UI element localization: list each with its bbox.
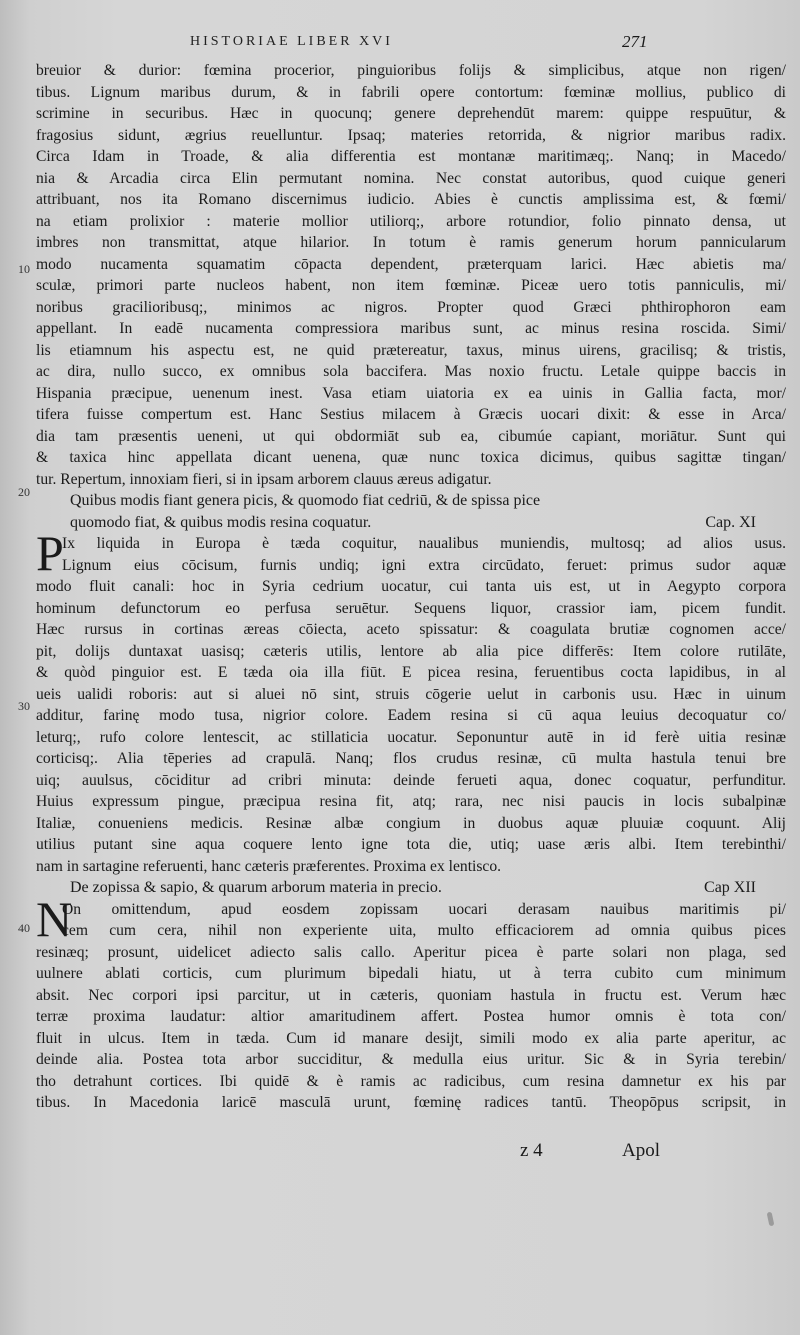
text-line: scrimine in securibus. Hæc in quocunq; genere deprehendūt marem: quippe respuūtur, & — [36, 105, 786, 122]
text-line: uulnere ablati corticis, cum plurimum bipedali hiatu, ut à terra cubito cum minimum — [36, 965, 786, 982]
text-line: tho detrahunt cortices. Ibi quidē & è ramis ac radicibus, cum resina damnetur ex his par — [36, 1072, 786, 1090]
margin-line-number: 20 — [18, 485, 30, 499]
text-line: tur. Repertum, innoxiam fieri, si in ipsam arborem clauus æreus adigatur. — [36, 470, 492, 488]
margin-line-number: 40 — [18, 921, 30, 935]
text-line: noribus gracilioribusq;, minimos ac nigros. Propter quod Græci phthirophoron eam — [36, 298, 786, 316]
text-line: terræ proxima laudatur: altior amaritudinem affert. Postea humor omnis è tota con/ — [36, 1008, 786, 1025]
text-line: ueis ualidi roboris: aut si aluei nō sint, struis cōgerie uelut in carbonis usu. Hæc in uinum — [36, 685, 786, 703]
text-line: Hæc rursus in cortinas æreas cōiecta, aceto spissatur: & coagulata brutiæ cognomen acce/ — [36, 621, 786, 638]
text-line: fragosius sidunt, ægrius reuelluntur. Ipsaq; materies retorrida, & nigrior maribus radix. — [36, 126, 786, 144]
text-line-content: On omittendum, apud eosdem zopissam uocari derasam nauibus maritimis pi/ — [62, 900, 786, 918]
text-line: modo nucamenta squamatim cōpacta dependent, præterquam larici. Hæc abietis ma/ — [36, 255, 786, 273]
text-line: tifera fuisse compertum est. Hanc Sestius milacem à Græcis uocari dixit: & esse in Arca/ — [36, 406, 786, 423]
text-line: pit, dolijs duntaxat uasisq; cæteris utilis, lentore ab alia pice differēs: Item colore rutilāte, — [36, 642, 786, 660]
text-line: Hispania præcipue, uenenum inest. Vasa etiam uiatoria ex ea uinis in Gallia facta, mor/ — [36, 384, 786, 402]
chapter-number: Cap. XI — [705, 513, 756, 531]
chapter-heading-text: De zopissa & sapio, & quarum arborum materia in precio. — [70, 879, 442, 896]
text-line: dia tam præsentis ueneni, ut qui obdormiāt sub ea, cibumúe capiant, moriātur. Sunt qui — [36, 427, 786, 445]
text-line: absit. Nec corpori ipsi parcitur, ut in cæteris, quoniam hastula in fructu est. Verum hæc — [36, 986, 786, 1004]
chapter-heading-12 — [36, 877, 786, 899]
signature-mark: z 4 — [520, 1140, 543, 1161]
text-line: & quòd pinguior est. E tæda oia illa fiūt. E picea resina, feruentibus cocta lapidibus, in al — [36, 664, 786, 681]
page-number: 271 — [622, 32, 648, 51]
text-line: nam in sartagine referuenti, hanc cæteris præferentes. Proxima ex lentisco. — [36, 857, 502, 875]
catchword: Apol — [622, 1140, 660, 1161]
text-line: nia & Arcadia circa Elin permutant nomina. Nec constat autoribus, quod cuique generi — [36, 169, 786, 187]
text-line: corticisq;. Alia tēperies ad crapulā. Nanq; flos crudus resinæ, cū multa hastula tenui bre — [36, 750, 786, 767]
text-line: tibus. In Macedonia laricē masculā urunt, fœminę radices tantū. Theopōpus scripsit, in — [36, 1094, 786, 1111]
text-line: sculæ, primori parte nucleos habent, non item fœminæ. Piceæ uero totis panniculis, mi/ — [36, 277, 786, 294]
text-line: utilius putant sine aqua coquere lento igne tota die, utiq; uase æris albi. Item terebinthi/ — [36, 836, 786, 853]
text-line: ac dira, nullo succo, ex omnibus sola baccifera. Mas noxio fructu. Letale quippe baccis in — [36, 363, 786, 380]
drop-cap: N — [36, 890, 73, 947]
ink-smudge — [767, 1212, 775, 1227]
text-line: hominum defunctorum eo perfusa seruētur. Sequens liquor, crassior iam, picem fundit. — [36, 599, 786, 617]
text-line: fluit in ulcus. Item in tæda. Cum id manare desijt, simili modo ex alia parte aperitur, ac — [36, 1029, 786, 1047]
running-head: HISTORIAE LIBER XVI — [190, 34, 393, 49]
text-line: cem cum cera, nihil non experiente uita, multo efficaciorem ad omnia quibus pices — [62, 922, 786, 939]
text-line: deinde alia. Postea tota arbor succiditur, & medulla eius uritur. Sic & in Syria terebin/ — [36, 1051, 786, 1068]
text-line: modo fluit canali: hoc in Syria cedrium uocatur, cui tanta uis est, ut in Aegypto corpora — [36, 578, 786, 595]
text-line: lis etiamnum his aspectu est, ne quid prætereatur, taxus, minus uirens, gracilisq; & tristis, — [36, 341, 786, 359]
drop-cap: P — [36, 525, 64, 581]
chapter-heading-11-cont — [36, 512, 786, 534]
text-line: uiq; auulsus, cōciditur ad cribri minuta: deinde ferueti aqua, donec coquatur, perfunditur. — [36, 771, 786, 789]
page-header — [0, 32, 800, 56]
chapter-number: Cap XII — [704, 879, 756, 896]
chapter-heading-text: quomodo fiat, & quibus modis resina coquatur. — [70, 513, 372, 531]
margin-line-number: 30 — [18, 699, 30, 713]
text-line: appellant. In eadē nucamenta compressiora maribus sunt, ac minus resina roscida. Simi/ — [36, 320, 786, 337]
text-line: & taxica hinc appellata dicant uenena, quæ nunc toxica dicimus, quibus sagittæ tingan/ — [36, 449, 786, 466]
chapter-heading-11 — [36, 490, 786, 512]
text-line: tibus. Lignum maribus durum, & in fabrili opere contortum: fœminæ mollius, publico di — [36, 83, 786, 101]
text-line: Lignum eius cōcisum, furnis undiq; igni extra circūdato, feruet: primus sudor aquæ — [62, 556, 786, 574]
text-line: imbres non transmittat, atque hilarior. In totum è ramis generum horum pannicularum — [36, 234, 786, 251]
text-line: Circa Idam in Troade, & alia differentia est montanæ maritimæq;. Nanq; in Macedo/ — [36, 148, 786, 165]
text-line: na etiam prolixior : materie mollior utiliorq;, arbore rotundior, folio pinnato densa, ut — [36, 212, 786, 230]
margin-line-number: 10 — [18, 262, 30, 276]
text-line: resinæq; prosunt, uidelicet adiecto salis callo. Aperitur picea è parte solari non plaga, sed — [36, 943, 786, 961]
text-line: additur, farinę modo tusa, nigrior colore. Eadem resina si cū aqua leuius decoquatur co/ — [36, 707, 786, 724]
text-line: breuior & durior: fœmina procerior, pinguioribus folijs & simplicibus, atque non rigen/ — [36, 62, 786, 79]
text-line: Huius expressum pingue, præcipua resina fit, atq; rara, nec nisi paucis in locis subalpinæ — [36, 793, 786, 810]
body-text — [36, 60, 786, 1114]
text-line-content: Ix liquida in Europa è tæda coquitur, naualibus muniendis, multosq; ad alios usus. — [62, 535, 786, 552]
text-line: attribuant, nos ita Romano discernimus iudicio. Abies è cunctis amplissima est, & fœmi/ — [36, 191, 786, 208]
text-line: leturq;, rufo colore lentescit, ac stillaticia uocatur. Seponuntur autē in id ferè uitia resinæ — [36, 728, 786, 746]
chapter-heading-text: Quibus modis fiant genera picis, & quomodo fiat cedriū, & de spissa pice — [70, 492, 541, 509]
text-line: Italiæ, conueniens medicis. Resinæ albæ congium in duobus aquæ pluuiæ coquunt. Alij — [36, 814, 786, 832]
